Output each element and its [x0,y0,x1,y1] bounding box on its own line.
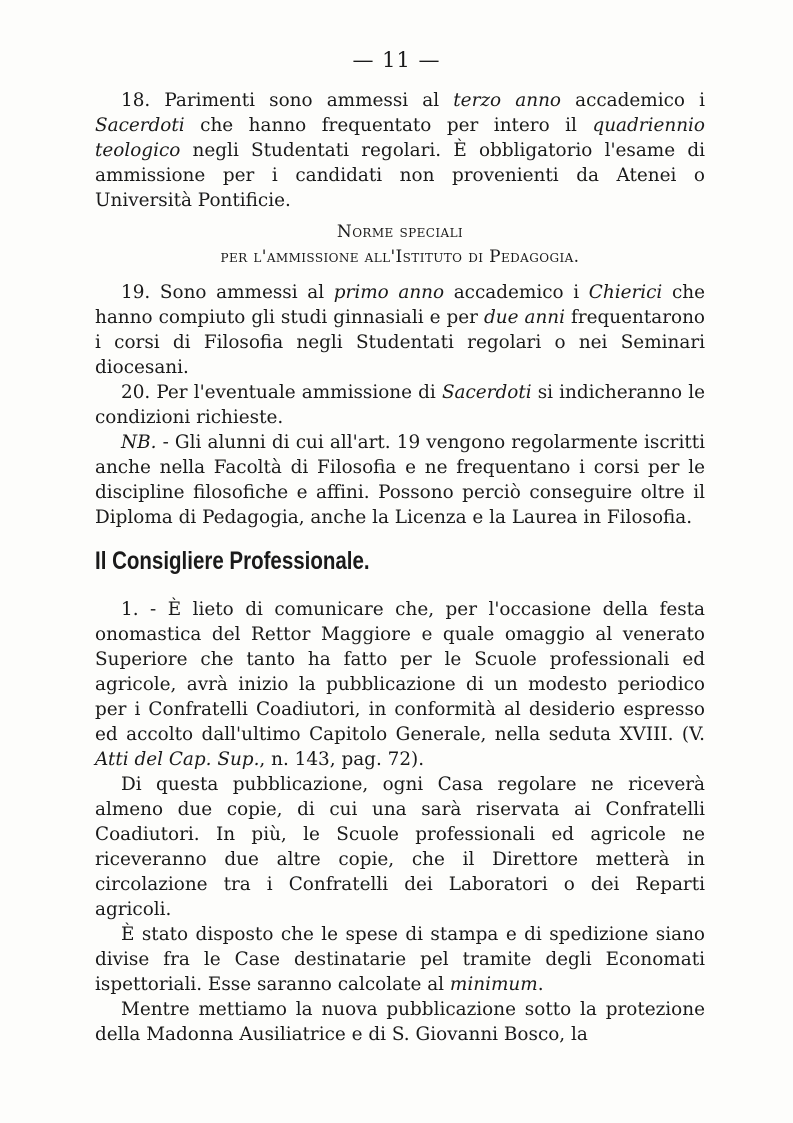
text-run: accademico i [560,90,706,111]
article-18-text [95,88,705,213]
text-run: , n. 143, pag. 72). [259,749,425,770]
text-run: negli Studentati regolari. È obbligatorio l'esame di ammissione per i candidati non provenienti da Atenei o Università Pontificie. [95,140,705,211]
text-run: si indicheranno le condizioni richieste. [95,382,705,428]
text-run: È stato disposto che le spese di stampa e di spedizione siano divise fra le Case destinatarie pel tramite degli Economati ispettoriali. Esse saranno calcolate al [95,924,705,995]
text-run: frequentarono i corsi di Filosofia negli Studentati regolari o nei Seminari diocesani. [95,307,705,378]
text-run: Parimenti sono ammessi al [150,90,454,111]
subsection-heading [95,220,705,270]
text-run: Per l'eventuale ammissione di [150,382,442,403]
italic-run: terzo anno [453,90,561,111]
italic-run: primo anno [333,282,445,303]
italic-run: Atti del Cap. Sup. [95,749,260,770]
page-number: — 11 — [352,48,441,72]
italic-run: Sacerdoti [95,115,185,136]
consigliere-section [95,597,705,1047]
nota-bene-label: NB. [121,432,157,453]
text-run: . [537,974,544,995]
italic-run: due anni [483,307,566,328]
text-run: che hanno compiuto gli studi ginnasiali e per [95,282,706,328]
article-number: 19. [121,282,151,303]
section-title: Il Consigliere Professionale. [95,547,370,575]
italic-run: Sacerdoti [441,382,532,403]
subsection-heading-line-1: Norme speciali [336,222,464,242]
article-20-text [95,380,705,430]
consigliere-paragraph-2: Di questa pubblicazione, ogni Casa regolare ne riceverà almeno due copie, di cui una sarà riservata ai Confratelli Coadiutori. In più, le Scuole professionali ed agricole ne riceveranno due altre copie, che il Direttore metterà in circolazione tra i Confratelli dei Laboratori o dei Reparti agricoli. [95,774,705,920]
articles-19-20 [95,280,705,530]
subsection-heading-line-2: per l'ammissione all'Istituto di Pedagogia. [220,247,580,267]
article-18 [95,88,705,213]
text-run: - Gli alunni di cui all'art. 19 vengono regolarmente iscritti anche nella Facoltà di Filosofia e ne frequentano i corsi per le discipline filosofiche e affini. Possono perciò conseguire oltre il Diploma di Pedagogia, anche la Licenza e la Laurea in Filosofia. [95,432,705,528]
italic-run: quadriennio teologico [95,115,705,161]
text-run: Sono ammessi al [150,282,334,303]
text-run: che hanno frequentato per intero il [184,115,593,136]
consigliere-paragraph-4: Mentre mettiamo la nuova pubblicazione sotto la protezione della Madonna Ausiliatrice e di S. Giovanni Bosco, la [95,999,705,1045]
text-run: 1. - È lieto di comunicare che, per l'occasione della festa onomastica del Rettor Maggiore e quale omaggio al venerato Superiore che tanto ha fatto per le Scuole professionali ed agricole, avrà inizio la pubblicazione di un modesto periodico per i Confratelli Coadiutori, in conformità al desiderio espresso ed accolto dall'ultimo Capitolo Generale, nella seduta XVIII. (V. [95,599,705,745]
nota-bene-text [95,430,705,530]
article-number: 18. [121,90,151,111]
article-19-text [95,280,705,380]
italic-run: minimum [449,974,538,995]
consigliere-paragraph-1 [95,597,705,772]
consigliere-paragraph-3 [95,922,705,997]
italic-run: Chierici [588,282,663,303]
text-run: accademico i [444,282,589,303]
article-number: 20. [121,382,151,403]
